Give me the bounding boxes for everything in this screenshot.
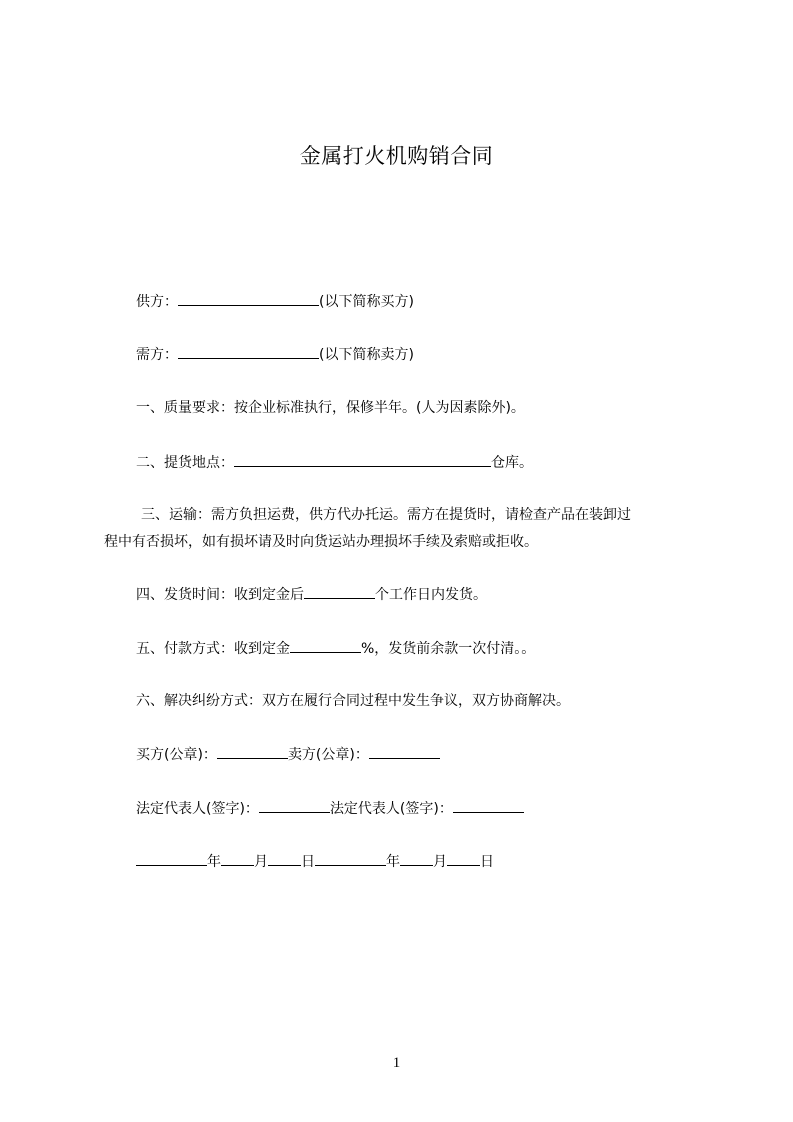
- rep-signature-blank-2: [453, 799, 524, 813]
- clause-delivery-suffix: 个工作日内发货。: [375, 587, 487, 603]
- date-year-label-1: 年: [207, 854, 221, 870]
- supplier-label: 供方：: [136, 294, 178, 310]
- clause-dispute: 六、解决纠纷方式：双方在履行合同过程中发生争议，双方协商解决。: [136, 693, 570, 709]
- date-day-label-2: 日: [480, 854, 494, 870]
- representative-line: [136, 799, 524, 818]
- seal-line: [136, 745, 440, 764]
- supplier-line: [136, 292, 414, 311]
- date-month-blank-2: [400, 852, 433, 866]
- rep-label-1: 法定代表人(签字)：: [136, 801, 259, 817]
- buyer-label: 需方：: [136, 347, 178, 363]
- clause-payment-suffix: %，发货前余款一次付清。。: [361, 641, 536, 657]
- clause-payment-label: 五、付款方式：收到定金: [136, 641, 290, 657]
- clause-transport-line1: 三、运输：需方负担运费，供方代办托运。需方在提货时，请检查产品在装卸过: [141, 507, 631, 523]
- buyer-seal-label: 买方(公章)：: [136, 747, 217, 763]
- date-day-blank-1: [268, 852, 301, 866]
- clause-pickup: [136, 453, 533, 472]
- deposit-percent-blank: [290, 639, 361, 653]
- buyer-line: [136, 345, 414, 364]
- clause-transport-line2: 程中有否损坏，如有损坏请及时向货运站办理损坏手续及索赔或拒收。: [104, 534, 538, 550]
- buyer-seal-blank: [217, 745, 288, 759]
- supplier-note: (以下简称买方): [319, 294, 414, 310]
- rep-label-2: 法定代表人(签字)：: [329, 801, 453, 817]
- delivery-days-blank: [304, 585, 375, 599]
- rep-signature-blank-1: [259, 799, 330, 813]
- clause-pickup-label: 二、提货地点：: [136, 455, 234, 471]
- document-title: 金属打火机购销合同: [299, 144, 494, 168]
- seller-seal-blank: [369, 745, 440, 759]
- date-month-label-1: 月: [254, 854, 268, 870]
- date-month-label-2: 月: [433, 854, 447, 870]
- date-year-blank-1: [136, 852, 207, 866]
- date-day-label-1: 日: [301, 854, 315, 870]
- date-month-blank-1: [221, 852, 254, 866]
- pickup-location-blank: [234, 453, 491, 467]
- date-day-blank-2: [447, 852, 480, 866]
- clause-pickup-suffix: 仓库。: [491, 455, 533, 471]
- buyer-note: (以下简称卖方): [319, 347, 414, 363]
- clause-delivery-label: 四、发货时间：收到定金后: [136, 587, 304, 603]
- clause-payment: [136, 639, 535, 658]
- seller-seal-label: 卖方(公章)：: [287, 747, 369, 763]
- date-year-label-2: 年: [386, 854, 400, 870]
- clause-quality: 一、质量要求：按企业标准执行，保修半年。(人为因素除外)。: [136, 400, 525, 416]
- supplier-blank: [178, 292, 319, 306]
- date-year-blank-2: [315, 852, 386, 866]
- clause-delivery: [136, 585, 487, 604]
- buyer-blank: [178, 345, 319, 359]
- date-line: [136, 852, 494, 871]
- page-number: 1: [392, 1055, 401, 1071]
